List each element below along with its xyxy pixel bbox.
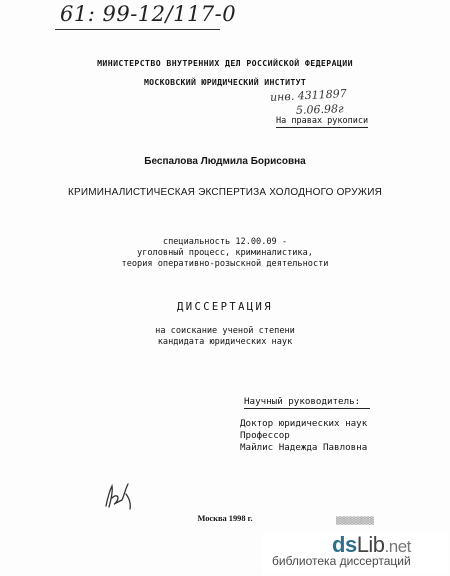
archive-code: 61: 99-12/117-0 xyxy=(60,2,237,26)
ministry-name: МИНИСТЕРСТВО ВНУТРЕННИХ ДЕЛ РОССИЙСКОЙ ФЕДЕРАЦИИ xyxy=(97,58,353,68)
specialty-field: уголовный процесс, криминалистика, xyxy=(137,248,313,258)
manuscript-rights-note: На правах рукописи xyxy=(276,116,369,126)
dslib-logo-net: .net xyxy=(384,537,411,556)
advisor-label-underline xyxy=(244,408,370,409)
specialty-code: специальность 12.00.09 - xyxy=(162,237,288,247)
city-and-year: Москва 1998 г. xyxy=(197,514,253,523)
institute-name: МОСКОВСКИЙ ЮРИДИЧЕСКИЙ ИНСТИТУТ xyxy=(143,77,307,87)
advisor-name: Майлис Надежда Павловна xyxy=(240,442,368,453)
handwritten-signature xyxy=(100,476,140,516)
archive-code-underline xyxy=(55,29,220,30)
degree-purpose: на соискание ученой степени xyxy=(155,326,295,336)
advisor-rank: Профессор xyxy=(240,430,290,441)
registration-date: 5.06.98г xyxy=(295,102,344,117)
specialty-field-continued: теория оперативно-розыскной деятельности xyxy=(121,259,329,269)
dslib-logo-lib: Lib xyxy=(356,532,385,557)
advisor-label: Научный руководитель: xyxy=(244,396,361,407)
dslib-watermark[interactable] xyxy=(262,532,448,574)
manuscript-underline xyxy=(276,127,368,128)
faint-stamp-mark: ▒▒▒▒▒▒▒▒▒ xyxy=(336,517,374,525)
dslib-caption: библиотека диссертаций xyxy=(272,554,411,568)
registration-number: инв. 4311897 xyxy=(269,87,348,104)
advisor-degree: Доктор юридических наук xyxy=(240,418,368,429)
degree-name: кандидата юридических наук xyxy=(157,337,293,347)
document-type: ДИССЕРТАЦИЯ xyxy=(177,301,273,313)
dslib-logo-ds: ds xyxy=(332,532,357,557)
author-name: Беспалова Людмила Борисовна xyxy=(144,156,306,167)
dissertation-title: КРИМИНАЛИСТИЧЕСКАЯ ЭКСПЕРТИЗА ХОЛОДНОГО ОРУЖИЯ xyxy=(67,187,382,198)
